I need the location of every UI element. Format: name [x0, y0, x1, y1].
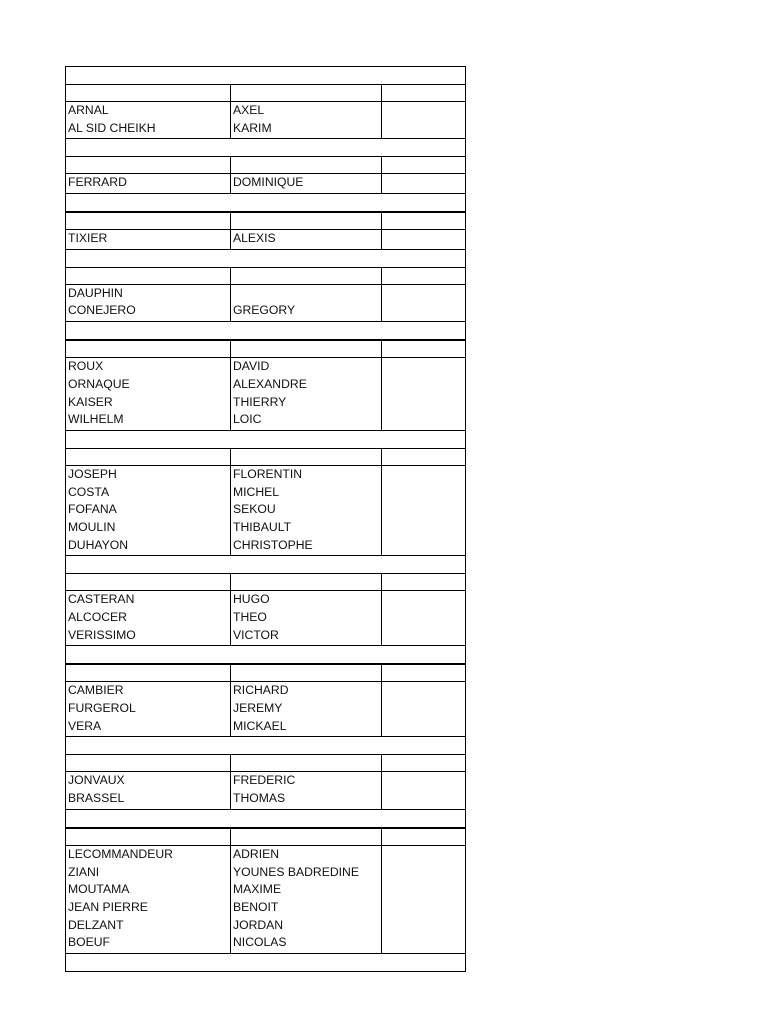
- header-cell-last-name: [66, 212, 231, 230]
- header-cell-last-name: [66, 448, 231, 465]
- header-cell-last-name: [66, 755, 231, 772]
- first-name-cell: [231, 772, 382, 809]
- group-header-row: [66, 267, 466, 284]
- header-cell-last-name: [66, 664, 231, 682]
- group-row: [66, 465, 466, 555]
- first-name: THIBAULT: [233, 519, 292, 534]
- last-name: MOUTAMA: [68, 882, 130, 897]
- last-name: ZIANI: [68, 864, 100, 879]
- extra-cell: [382, 591, 466, 646]
- first-name-cell: [231, 102, 382, 139]
- header-cell-extra: [382, 448, 466, 465]
- header-cell-last-name: [66, 267, 231, 284]
- first-name-cell: [231, 358, 382, 431]
- header-cell-extra: [382, 85, 466, 102]
- header-cell-first-name: [231, 267, 382, 284]
- first-name: [233, 285, 381, 303]
- roster-table: [65, 66, 466, 972]
- first-name: LOIC: [233, 412, 262, 427]
- first-name: YOUNES BADREDINE: [233, 864, 359, 879]
- extra-cell: [382, 174, 466, 194]
- first-name: FREDERIC: [233, 773, 296, 788]
- separator-cell: [66, 194, 466, 213]
- first-name-cell: [231, 591, 382, 646]
- first-name-cell: [231, 682, 382, 737]
- first-name: SEKOU: [233, 502, 276, 517]
- first-name: AXEL: [233, 103, 265, 117]
- last-name: DELZANT: [68, 917, 124, 932]
- last-name: ARNAL: [68, 103, 109, 117]
- header-cell-first-name: [231, 212, 382, 230]
- first-name: FLORENTIN: [233, 466, 303, 481]
- first-name: CHRISTOPHE: [233, 537, 313, 552]
- group-row: [66, 845, 466, 953]
- last-name: VERISSIMO: [68, 627, 136, 642]
- last-name: FOFANA: [68, 502, 117, 517]
- separator-cell: [66, 737, 466, 755]
- header-cell-first-name: [231, 157, 382, 174]
- extra-cell: [382, 465, 466, 555]
- separator-row: [66, 67, 466, 85]
- last-name: ORNAQUE: [68, 376, 130, 391]
- last-name: TIXIER: [68, 231, 108, 246]
- group-header-row: [66, 212, 466, 230]
- last-name: JEAN PIERRE: [68, 899, 148, 914]
- first-name: THOMAS: [233, 791, 286, 806]
- last-name: ALCOCER: [68, 610, 127, 624]
- group-header-row: [66, 340, 466, 358]
- first-name: DOMINIQUE: [233, 175, 304, 190]
- header-cell-last-name: [66, 157, 231, 174]
- last-name: BRASSEL: [68, 791, 125, 806]
- header-cell-first-name: [231, 85, 382, 102]
- header-cell-extra: [382, 212, 466, 230]
- group-row: [66, 284, 466, 321]
- separator-cell: [66, 67, 466, 85]
- separator-cell: [66, 430, 466, 448]
- header-cell-first-name: [231, 828, 382, 846]
- first-name: MAXIME: [233, 882, 282, 897]
- header-cell-last-name: [66, 85, 231, 102]
- header-cell-first-name: [231, 755, 382, 772]
- last-name: KAISER: [68, 394, 113, 409]
- extra-cell: [382, 102, 466, 139]
- first-name: MICHEL: [233, 484, 280, 499]
- last-name: JOSEPH: [68, 466, 117, 481]
- group-row: [66, 772, 466, 809]
- last-name: COSTA: [68, 484, 110, 499]
- group-row: [66, 230, 466, 250]
- header-cell-first-name: [231, 448, 382, 465]
- extra-cell: [382, 230, 466, 250]
- first-name: HUGO: [233, 592, 270, 607]
- first-name: ALEXANDRE: [233, 376, 307, 391]
- header-cell-extra: [382, 574, 466, 591]
- last-name: LECOMMANDEUR: [68, 846, 173, 861]
- group-header-row: [66, 574, 466, 591]
- first-name-cell: [231, 230, 382, 250]
- separator-row: [66, 646, 466, 665]
- header-cell-extra: [382, 340, 466, 358]
- group-row: [66, 102, 466, 139]
- last-name-cell: [66, 465, 231, 555]
- header-cell-extra: [382, 755, 466, 772]
- header-cell-last-name: [66, 828, 231, 846]
- last-name-cell: [66, 174, 231, 194]
- separator-cell: [66, 139, 466, 157]
- last-name-cell: [66, 591, 231, 646]
- separator-row: [66, 737, 466, 755]
- roster-table-body: [66, 67, 466, 972]
- first-name: THIERRY: [233, 394, 287, 409]
- group-header-row: [66, 85, 466, 102]
- last-name: CASTERAN: [68, 592, 135, 607]
- separator-row: [66, 953, 466, 971]
- first-name: JEREMY: [233, 701, 283, 716]
- last-name-cell: [66, 102, 231, 139]
- first-name: BENOIT: [233, 899, 279, 914]
- last-name-cell: [66, 230, 231, 250]
- separator-row: [66, 194, 466, 213]
- last-name: JONVAUX: [68, 773, 125, 788]
- last-name: VERA: [68, 718, 102, 733]
- header-cell-extra: [382, 828, 466, 846]
- last-name-cell: [66, 284, 231, 321]
- separator-row: [66, 430, 466, 448]
- header-cell-extra: [382, 664, 466, 682]
- first-name-cell: [231, 845, 382, 953]
- extra-cell: [382, 845, 466, 953]
- last-name: CONEJERO: [68, 303, 136, 318]
- last-name: WILHELM: [68, 412, 124, 427]
- last-name: FERRARD: [68, 175, 127, 190]
- separator-row: [66, 556, 466, 574]
- first-name-cell: [231, 465, 382, 555]
- last-name-cell: [66, 358, 231, 431]
- first-name: GREGORY: [233, 303, 296, 318]
- first-name: THEO: [233, 610, 267, 624]
- header-cell-first-name: [231, 574, 382, 591]
- first-name: VICTOR: [233, 627, 279, 642]
- separator-cell: [66, 249, 466, 267]
- last-name: CAMBIER: [68, 683, 124, 698]
- extra-cell: [382, 772, 466, 809]
- separator-row: [66, 809, 466, 828]
- header-cell-last-name: [66, 574, 231, 591]
- header-cell-last-name: [66, 340, 231, 358]
- extra-cell: [382, 682, 466, 737]
- first-name: DAVID: [233, 359, 270, 374]
- separator-cell: [66, 809, 466, 828]
- group-row: [66, 682, 466, 737]
- first-name: ALEXIS: [233, 231, 276, 246]
- separator-row: [66, 322, 466, 341]
- group-row: [66, 591, 466, 646]
- last-name-cell: [66, 772, 231, 809]
- header-cell-first-name: [231, 340, 382, 358]
- last-name: BOEUF: [68, 935, 110, 950]
- last-name: ROUX: [68, 359, 104, 374]
- last-name: DUHAYON: [68, 537, 129, 552]
- group-header-row: [66, 448, 466, 465]
- group-header-row: [66, 664, 466, 682]
- last-name-cell: [66, 682, 231, 737]
- group-header-row: [66, 755, 466, 772]
- last-name: DAUPHIN: [68, 285, 123, 300]
- group-row: [66, 358, 466, 431]
- group-row: [66, 174, 466, 194]
- separator-row: [66, 139, 466, 157]
- first-name-cell: [231, 174, 382, 194]
- first-name: JORDAN: [233, 917, 284, 932]
- last-name-cell: [66, 845, 231, 953]
- first-name-cell: [231, 284, 382, 321]
- first-name: KARIM: [233, 120, 272, 135]
- first-name: RICHARD: [233, 683, 289, 698]
- last-name: FURGEROL: [68, 701, 136, 716]
- separator-row: [66, 249, 466, 267]
- last-name: MOULIN: [68, 519, 116, 534]
- first-name: NICOLAS: [233, 935, 287, 950]
- first-name: ADRIEN: [233, 846, 280, 861]
- last-name: AL SID CHEIKH: [68, 120, 156, 135]
- extra-cell: [382, 284, 466, 321]
- header-cell-extra: [382, 157, 466, 174]
- header-cell-first-name: [231, 664, 382, 682]
- header-cell-extra: [382, 267, 466, 284]
- separator-cell: [66, 646, 466, 665]
- separator-cell: [66, 322, 466, 341]
- first-name: MICKAEL: [233, 718, 287, 733]
- group-header-row: [66, 828, 466, 846]
- group-header-row: [66, 157, 466, 174]
- separator-cell: [66, 556, 466, 574]
- extra-cell: [382, 358, 466, 431]
- separator-cell: [66, 953, 466, 971]
